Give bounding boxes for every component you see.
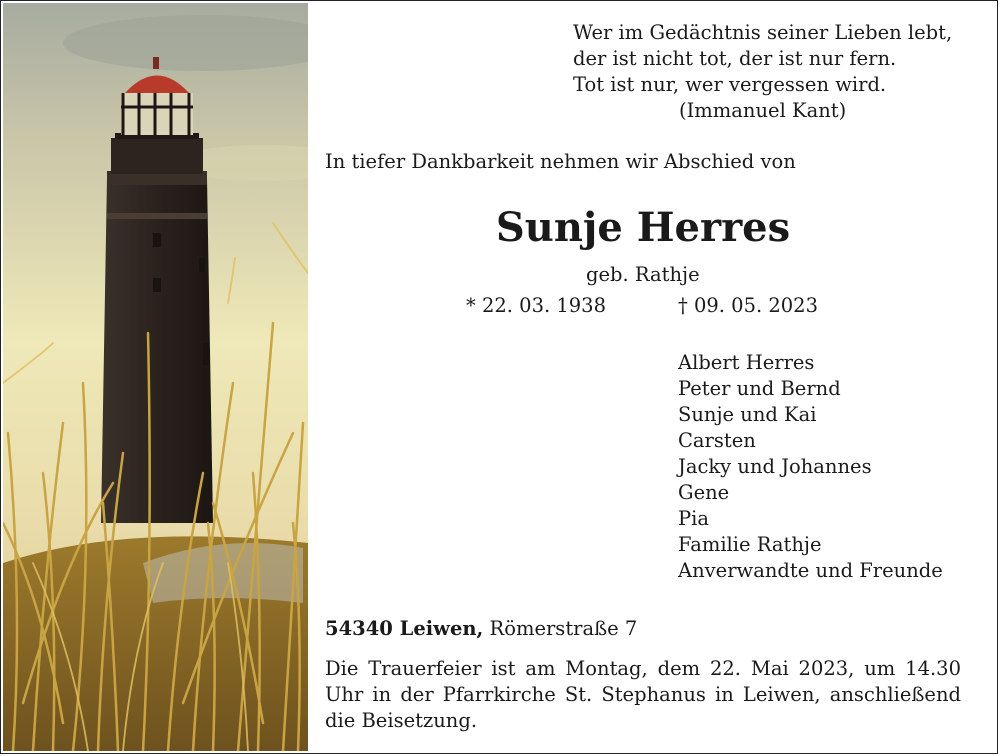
address <box>325 616 637 642</box>
mourner-item: Albert Herres <box>678 351 815 374</box>
death-date: † 09. 05. 2023 <box>678 294 818 317</box>
mourner-item: Sunje und Kai <box>678 403 817 426</box>
quote-line-3: Tot ist nur, wer vergessen wird. <box>573 73 887 96</box>
birth-date: * 22. 03. 1938 <box>466 294 606 317</box>
mourner-item: Familie Rathje <box>678 533 822 556</box>
quote-line-1: Wer im Gedächtnis seiner Lieben lebt, <box>573 21 953 44</box>
mourner-item: Gene <box>678 481 730 504</box>
mourner-item: Jacky und Johannes <box>678 455 872 478</box>
quote-author: (Immanuel Kant) <box>679 99 847 122</box>
address-city: 54340 Leiwen, <box>325 617 484 640</box>
mourner-item: Pia <box>678 507 709 530</box>
quote-block <box>573 20 952 124</box>
address-street: Römerstraße 7 <box>489 617 638 640</box>
mourner-item: Anverwandte und Freunde <box>678 559 943 582</box>
ceremony-text: Die Trauerfeier ist am Montag, dem 22. Mai 2023, um 14.30 Uhr in der Pfarrkirche St. Stephanus in Leiwen, anschließend die Beisetzung. <box>325 657 961 732</box>
quote-line-2: der ist nicht tot, der ist nur fern. <box>573 47 897 70</box>
deceased-name: Sunje Herres <box>495 204 791 251</box>
maiden-name: geb. Rathje <box>586 263 700 286</box>
mourner-item: Peter und Bernd <box>678 377 841 400</box>
mourner-item: Carsten <box>678 429 756 452</box>
intro-text: In tiefer Dankbarkeit nehmen wir Abschied von <box>325 150 796 173</box>
mourners-list <box>678 350 943 584</box>
